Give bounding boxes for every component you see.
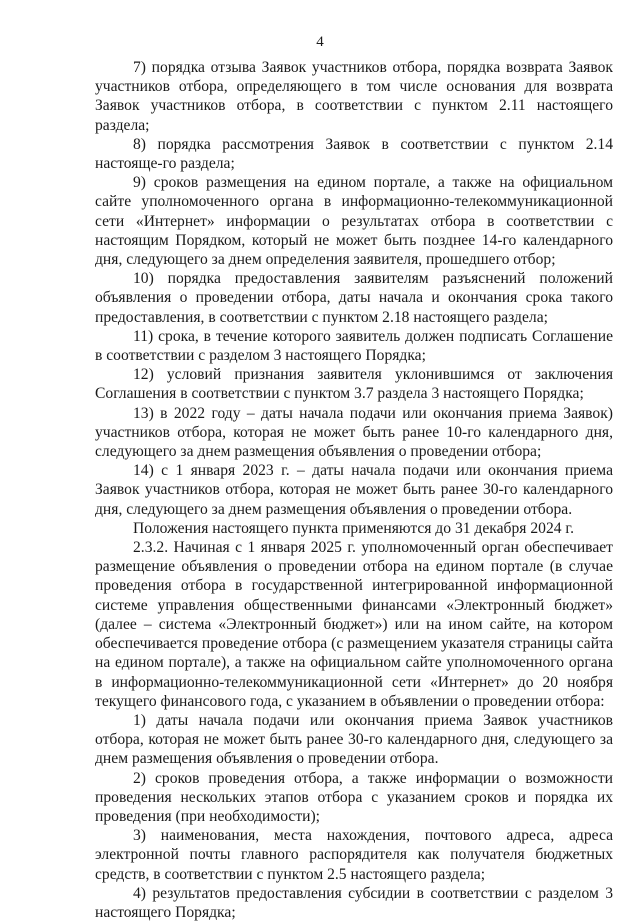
paragraph-subitem-1: 1) даты начала подачи или окончания приема Заявок участников отбора, которая не может быть ранее 30-го календарного дня, следующего за днем размещения объявления о проведении отбора. (95, 711, 613, 768)
paragraph-subitem-3: 3) наименования, места нахождения, почтового адреса, адреса электронной почты главного распорядителя как получателя бюджетных средств, в соответствии с пунктом 2.5 настоящего раздела; (95, 827, 613, 883)
paragraph-subitem-4: 4) результатов предоставления субсидии в соответствии с разделом 3 настоящего Порядка; (95, 884, 613, 921)
document-body (95, 58, 613, 922)
paragraph-subitem-2: 2) сроков проведения отбора, а также информации о возможности проведения нескольких этапов отбора с указанием сроков и порядка их проведения (при необходимости); (95, 769, 613, 825)
paragraph-item-14: 14) с 1 января 2023 г. – даты начала подачи или окончания приема Заявок участников отбора, которая не может быть ранее 30-го календарного дня, следующего за днем размещения объявления о проведении отбора. (95, 462, 613, 518)
paragraph-item-7: 7) порядка отзыва Заявок участников отбора, порядка возврата Заявок участников отбора, определяющего в том числе основания для возврата Заявок участников отбора, в соответствии с пунктом 2.11 настоящего раздела; (95, 59, 613, 134)
paragraph-section-2-3-2: 2.3.2. Начиная с 1 января 2025 г. уполномоченный орган обеспечивает размещение объявления о проведении отбора на едином портале (в случае проведения отбора в государственной интегрированной информационной системе управления общественными финансами «Электронный бюджет» (далее – система «Электронный бюджет») или на ином сайте, на котором обеспечивается проведение отбора (с размещением указателя страницы сайта на едином портале), а также на официальном сайте уполномоченного органа в информационно-телекоммуникационной сети «Интернет» до 20 ноября текущего финансового года, с указанием в объявлении о проведении отбора: (95, 539, 613, 710)
paragraph-item-10: 10) порядка предоставления заявителям разъяснений положений объявления о проведении отбора, даты начала и окончания срока такого предоставления, в соответствии с пунктом 2.18 настоящего раздела; (95, 270, 613, 326)
paragraph-item-8: 8) порядка рассмотрения Заявок в соответствии с пунктом 2.14 настояще-го раздела; (95, 135, 613, 173)
paragraph-applicability: Положения настоящего пункта применяются до 31 декабря 2024 г. (133, 519, 574, 537)
paragraph-item-13: 13) в 2022 году – даты начала подачи или окончания приема Заявок) участников отбора, которая не может быть ранее 10-го календарного дня, следующего за днем размещения объявления о проведении отбора; (95, 404, 613, 461)
page-number: 4 (316, 34, 324, 50)
paragraph-item-12: 12) условий признания заявителя уклонившимся от заключения Соглашения в соответствии с пунктом 3.7 раздела 3 настоящего Порядка; (95, 366, 613, 403)
paragraph-item-9: 9) сроков размещения на едином портале, а также на официальном сайте уполномоченного органа в информационно-телекоммуникационной сети «Интернет» информации о результатах отбора в соответствии с настоящим Порядком, который не может быть позднее 14-го календарного дня, следующего за днем определения заявителя, прошедшего отбор; (95, 174, 613, 269)
paragraph-item-11: 11) срока, в течение которого заявитель должен подписать Соглашение в соответствии с разделом 3 настоящего Порядка; (95, 327, 613, 365)
